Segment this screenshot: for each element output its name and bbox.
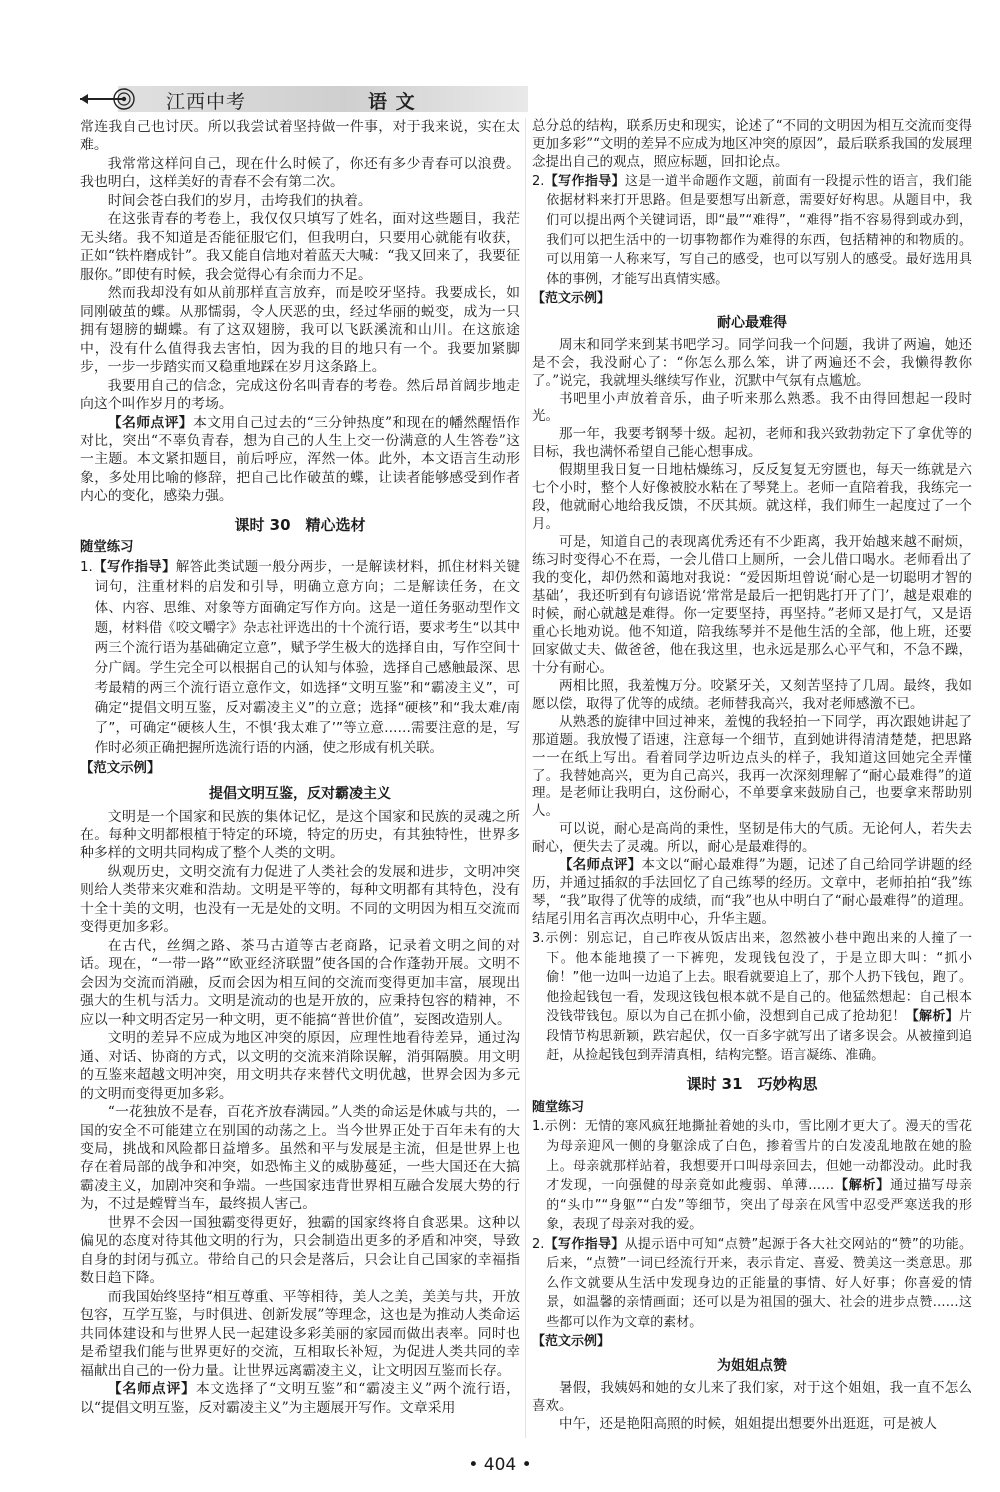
item-number: 1. <box>80 560 93 576</box>
item-text: 无情的寒风疯狂地撕扯着她的头巾，雪比刚才更大了。漫天的雪花为母亲迎风一侧的身躯涂成了白色，掺着雪片的白发凌乱地散在她的脸上。母亲就那样站着，我想要开口叫母亲回去，但她一动都没动。此时我才发现，一向强健的母亲竟如此瘦弱、单薄…… <box>546 1119 972 1194</box>
lesson-heading: 课时 31 巧妙构思 <box>686 1074 818 1093</box>
paragraph: 假期里我日复一日地枯燥练习，反反复复无穷匮也，每天一练就是六七个小时，整个人好像被胶水粘在了琴凳上。老师一直陪着我，我练完一段，他就耐心地给我反馈，不厌其烦。就这样，我们师生一起度过了一个月。 <box>532 462 972 533</box>
item-label: 【写作指导】 <box>92 560 176 576</box>
item-label: 【写作指导】 <box>544 1236 625 1252</box>
target-arrow-icon <box>78 86 138 112</box>
page-number: • 404 • <box>468 1455 532 1475</box>
comment-label: 【名师点评】 <box>107 1381 196 1398</box>
item-label: 【写作指导】 <box>544 173 625 189</box>
paragraph: 而我国始终坚持“相互尊重、平等相待，美人之美，美美与共，开放包容，互学互鉴，与时俱进、创新发展”等理念，这也是为推动人类命运共同体建设和与世界人民一起建设多彩美丽的家园而做出表率。同时也是希望我们能与世界更好的交流，互相取长补短，为促进人类共同的幸福献出自己的一份力量。让世界远离霸凌主义，让文明因互鉴而长存。 <box>80 1288 520 1379</box>
comment-label: 【名师点评】 <box>559 857 642 874</box>
item-label: 示例： <box>544 931 587 947</box>
paragraph: 文明的差异不应成为地区冲突的原因，应理性地看待差异，通过沟通、对话、协商的方式，以文明的交流来消除误解，消弭隔膜。用文明的互鉴来超越文明冲突，用文明共存来替代文明优越，世界会因为多元的文明而变得更加多彩。 <box>80 1030 520 1102</box>
answer-item <box>532 929 972 1066</box>
item-number: 1. <box>532 1119 545 1135</box>
item-number: 3. <box>532 931 545 947</box>
paragraph: 可以说，耐心是高尚的秉性，坚韧是伟大的气质。无论何人，若失去耐心，便失去了灵魂。所以，耐心是最难得的。 <box>532 821 972 856</box>
paragraph: 中午，还是艳阳高照的时候，姐姐提出想要外出逛逛，可是被人 <box>559 1415 937 1432</box>
comment-text: 本文选择了“文明互鉴”和“霸凌主义”两个流行语，以“提倡文明互鉴，反对霸凌主义”为主题展开写作。文章采用 <box>80 1381 520 1416</box>
paragraph: 在这张青春的考卷上，我仅仅只填写了姓名，面对这些题目，我茫无头绪。我不知道是否能征服它们，但我明白，只要用心就能有收获，正如“铁杵磨成针”。我又能自信地对着蓝天大喊：“我又回来了，我要征服你。”即使有时候，我会觉得心有余而力不足。 <box>80 211 520 283</box>
analysis-text: 片段情节构思新颖，跌宕起伏，仅一百多字就写出了诸多误会。从被撞到追赶，从捡起钱包到弄清真相，结构完整。语言凝练、准确。 <box>546 1009 972 1064</box>
answer-item <box>532 1117 972 1234</box>
item-text: 这是一道半命题作文题，前面有一段提示性的语言，我们能依据材料来打开思路。但是要想写出新意，需要好好构思。从题目中，我们可以提出两个关键词语，即“最”“难得”，“难得”指不容易得到或办到，我们可以把生活中的一切事物都作为难得的东西，包括精神的和物质的。可以用第一人称来写，写自己的感受，也可以写别人的感受。最好选用具体的事例，才能写出真情实感。 <box>546 173 972 287</box>
paragraph: 那一年，我要考钢琴十级。起初，老师和我兴致勃勃定下了拿优等的目标，我也满怀希望自己能心想事成。 <box>532 426 972 461</box>
paragraph: 我常常这样问自己，现在什么时候了，你还有多少青春可以浪费。我也明白，这样美好的青春不会有第二次。 <box>80 155 520 191</box>
answer-item <box>532 1235 972 1333</box>
header-subject: 语 文 <box>368 91 416 113</box>
paragraph: 可是，知道自己的表现离优秀还有不少距离，我开始越来越不耐烦，练习时变得心不在焉，一会儿借口上厕所，一会儿借口喝水。老师看出了我的变化，却仍然和蔼地对我说：“爱因斯坦曾说‘耐心是一切聪明才智的基础’，我还听到有句谚语说‘常常是最后一把钥匙打开了门’，越是艰难的时候，耐心就越是难得。你一定要坚持，再坚持。”老师又是打气，又是语重心长地劝说。他不知道，陪我练琴并不是他生活的全部，他上班，还要回家做丈夫、做爸爸，他在我这里，也永远是那么心平气和，不急不躁，十分有耐心。 <box>532 534 972 676</box>
teacher-comment <box>80 414 520 506</box>
item-number: 2. <box>532 173 545 189</box>
paragraph: 两相比照，我羞愧万分。咬紧牙关，又刻苦坚持了几周。最终，我如愿以偿，取得了优等的成绩。老师替我高兴，我对老师感激不已。 <box>532 677 972 712</box>
left-column <box>80 118 520 1417</box>
paragraph: “一花独放不是春，百花齐放春满园。”人类的命运是休戚与共的，一国的安全不可能建立在别国的动荡之上。当今世界正处于百年未有的大变局，挑战和风险都日益增多。虽然和平与发展是主流，但是世界上也存在着局部的战争和冲突，如恐怖主义的威胁蔓延，一些大国还在大搞霸凌主义，加剧冲突和争端。一些国家违背世界相互融合发展大势的行为，不过是螳臂当车，最终损人害己。 <box>80 1104 520 1213</box>
comment-text: 本文以“耐心最难得”为题，记述了自己给同学讲题的经历，并通过插叙的手法回忆了自己练琴的经历。文章中，老师拍拍“我”练琴，“我”取得了优等的成绩，而“我”也从中明白了“耐心最难得”的道理。结尾引用名言再次点明中心，升华主题。 <box>532 857 972 928</box>
teacher-comment <box>80 1380 520 1417</box>
header-title: 江西中考 <box>166 91 247 113</box>
essay-title: 为姐姐点赞 <box>717 1357 787 1374</box>
item-text: 从提示语中可知“点赞”起源于各大社交网站的“赞”的功能。后来，“点赞”一词已经流行开来，表示肯定、喜爱、赞美这一类意思。那么作文就要从生活中发现身边的正能量的事情、好人好事；你喜爱的情景，如温馨的亲情画面；还可以是为祖国的强大、社会的进步点赞……这些都可以作为文章的素材。 <box>546 1236 972 1330</box>
answer-item <box>80 558 520 759</box>
column-divider <box>525 118 526 1438</box>
sample-label: 【范文示例】 <box>532 1334 611 1350</box>
paragraph: 世界不会因一国独霸变得更好，独霸的国家终将自食恶果。这种以偏见的态度对待其他文明的行为，只会制造出更多的矛盾和冲突，导致自身的封闭与孤立。带给自己的只会是落后，只会让自己国家的幸福指数日趋下降。 <box>80 1214 520 1287</box>
paragraph: 周末和同学来到某书吧学习。同学问我一个问题，我讲了两遍，她还是不会，我没耐心了：“你怎么那么笨，讲了两遍还不会，我懒得教你了。”说完，我就埋头继续写作业，沉默中气氛有点尴尬。 <box>532 336 972 389</box>
item-label: 示例： <box>544 1119 585 1135</box>
paragraph: 纵观历史，文明交流有力促进了人类社会的发展和进步，文明冲突则给人类带来灾难和浩劫。文明是平等的，每种文明都有其特色，没有十全十美的文明，也没有一无是处的文明。不同的文明因为相互交流而变得更加多彩。 <box>80 863 520 936</box>
paragraph: 在古代，丝绸之路、茶马古道等古老商路，记录着文明之间的对话。现在，“一带一路”“欧亚经济联盟”使各国的合作蓬勃开展。文明不会因为交流而消融，反而会因为相互间的交流而变得更加丰富，展现出强大的生机与活力。文明是流动的也是开放的，应秉持包容的精神，不应以一种文明否定另一种文明，更不能搞“普世价值”，妄图改造别人。 <box>80 937 520 1028</box>
sample-label: 【范文示例】 <box>532 291 611 307</box>
analysis-label: 【解析】 <box>905 1009 959 1025</box>
comment-text: 本文用自己过去的“三分钟热度”和现在的幡然醒悟作对比，突出“不辜负青春，想为自己的人生上交一份满意的人生答卷”这一主题。本文紧扣题目，前后呼应，浑然一体。此外，本文语言生动形象，多处用比喻的修辞，把自己比作破茧的蝶，让读者能够感受到作者内心的变化，感染力强。 <box>80 414 520 505</box>
essay-title: 耐心最难得 <box>717 314 787 331</box>
analysis-text: 通过描写母亲的“头巾”“身躯”“白发”等细节，突出了母亲在风雪中忍受严寒送我的形象，表现了母亲对我的爱。 <box>546 1178 972 1233</box>
paragraph: 文明是一个国家和民族的集体记忆，是这个国家和民族的灵魂之所在。每种文明都根植于特定的环境，特定的历史，有其独特性，世界多种多样的文明共同构成了整个人类的文明。 <box>80 808 520 862</box>
answer-item <box>532 172 972 289</box>
comment-label: 【名师点评】 <box>107 414 194 431</box>
paragraph: 我要用自己的信念，完成这份名叫青春的考卷。然后昂首阔步地走向这个叫作岁月的考场。 <box>80 377 520 413</box>
essay-title: 提倡文明互鉴，反对霸凌主义 <box>209 786 391 803</box>
paragraph: 常连我自己也讨厌。所以我尝试着坚持做一件事，对于我来说，实在太难。 <box>80 119 520 154</box>
paragraph: 总分总的结构，联系历史和现实，论述了“不同的文明因为相互交流而变得更加多彩”“文明的差异不应成为地区冲突的原因”，最后联系我国的发展理念提出自己的观点，照应标题，回扣论点。 <box>532 118 972 170</box>
paragraph: 时间会苍白我们的岁月，击垮我们的执着。 <box>107 192 372 209</box>
sample-label: 【范文示例】 <box>80 761 161 776</box>
item-text: 别忘记，自己昨夜从饭店出来，忽然被小巷中跑出来的人撞了一下。他本能地摸了一下裤兜，发现钱包没了，于是立即大叫：“抓小偷！”他一边叫一边追了上去。眼看就要追上了，那个人扔下钱包，跑了。他捡起钱包一看，发现这钱包根本就不是自己的。他猛然想起：自己根本没钱带钱包。原以为自己在抓小偷，没想到自己成了抢劫犯！ <box>546 931 972 1025</box>
lesson-heading: 课时 30 精心选材 <box>234 515 366 534</box>
paragraph: 从熟悉的旋律中回过神来，羞愧的我轻拍一下同学，再次跟她讲起了那道题。我放慢了语速，注意每一个细节，直到她讲得清清楚楚，把思路一一在纸上写出。看着同学边听边点头的样子，我知道这回她完全弄懂了。我替她高兴，更为自己高兴，我再一次深刻理解了“耐心最难得”的道理。是老师让我明白，这份耐心，不单要拿来鼓励自己，也要拿来帮助别人。 <box>532 713 972 820</box>
right-column <box>532 118 972 1434</box>
paragraph: 书吧里小声放着音乐，曲子听来那么熟悉。我不由得回想起一段时光。 <box>532 390 972 425</box>
paragraph: 然而我却没有如从前那样直言放弃，而是咬牙坚持。我要成长，如同刚破茧的蝶。从那懦弱，令人厌恶的虫，经过华丽的蜕变，成为一只拥有翅膀的蝴蝶。有了这双翅膀，我可以飞跃溪流和山川。在这旅途中，没有什么值得我去害怕，因为我的目的地只有一个。我要加紧脚步，一步一步踏实而又稳重地踩在岁月这条路上。 <box>80 285 520 376</box>
teacher-comment <box>532 857 972 929</box>
item-text: 解答此类试题一般分两步，一是解读材料，抓住材料关键词句，注重材料的启发和引导，明确立意方向；二是解读任务，在文体、内容、思维、对象等方面确定写作方向。这是一道任务驱动型作文题，材料借《咬文嚼字》杂志社评选出的十个流行语，要求考生“以其中两三个流行语为基础确定立意”，赋予学生极大的选择自由，写作空间十分广阔。学生完全可以根据自己的认知与体验，选择自己感触最深、思考最精的两三个流行语立意作文，如选择“文明互鉴”和“霸凌主义”，可确定“提倡文明互鉴，反对霸凌主义”的立意；选择“硬核”和“我太难/南了”，可确定“硬核人生，不惧‘我太难了’”等立意……需要注意的是，写作时必须正确把握所选流行语的内涵，使之形成有机关联。 <box>94 560 520 756</box>
section-label: 随堂练习 <box>80 540 134 556</box>
paragraph: 暑假，我姨妈和她的女儿来了我们家，对于这个姐姐，我一直不怎么喜欢。 <box>532 1379 972 1414</box>
item-number: 2. <box>532 1236 545 1252</box>
analysis-label: 【解析】 <box>834 1178 891 1194</box>
running-header <box>78 80 498 116</box>
section-label: 随堂练习 <box>532 1099 585 1115</box>
